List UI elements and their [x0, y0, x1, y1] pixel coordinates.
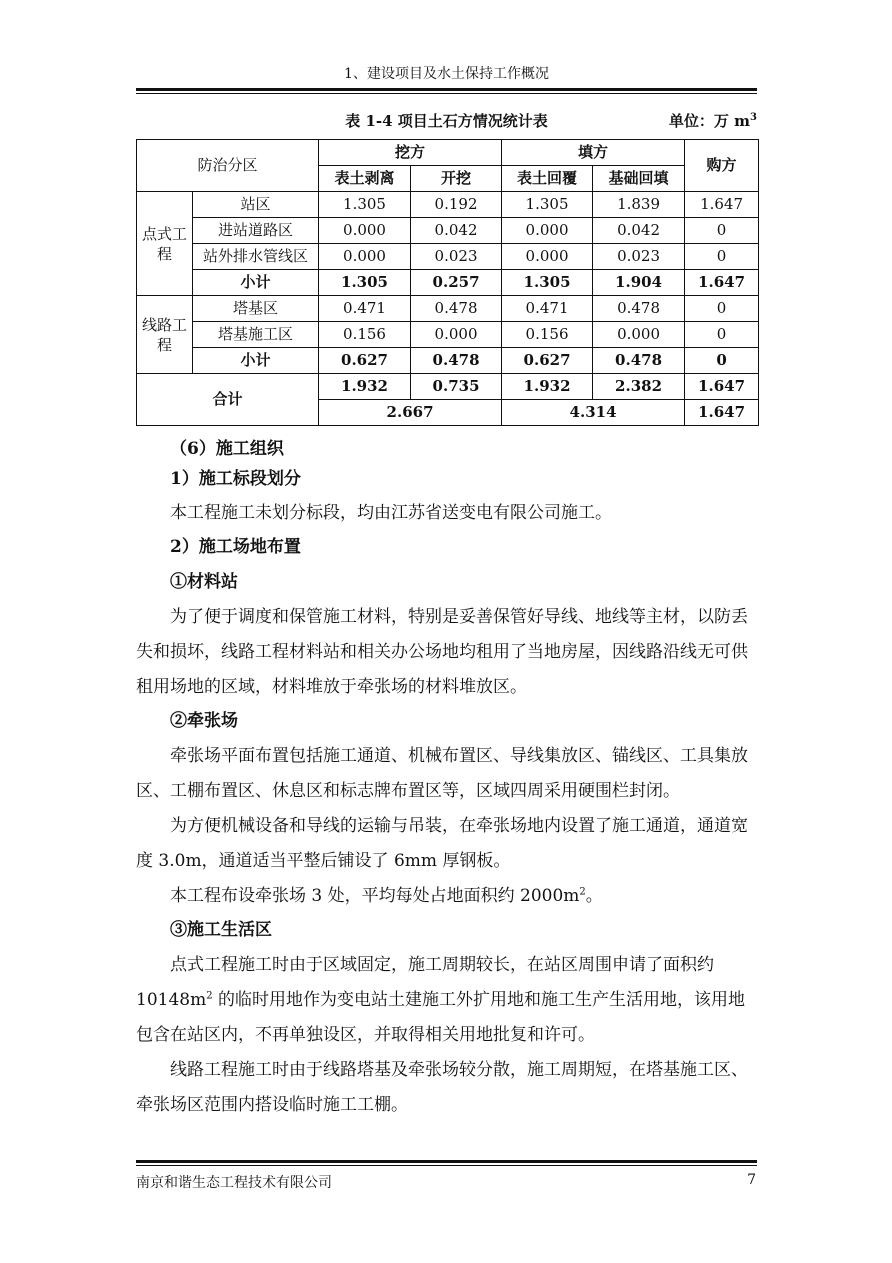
- subsection-heading: 2）施工场地布置: [170, 537, 301, 557]
- table-cell: 0.000: [319, 218, 411, 244]
- page-number: 7: [747, 1172, 756, 1188]
- table-cell: 0: [685, 348, 759, 374]
- subtotal-row: [137, 348, 759, 374]
- table-unit: 单位：万 $m^3$: [668, 112, 757, 130]
- table-cell: 0.156: [502, 322, 593, 348]
- paragraph: 为方便机械设备和导线的运输与吊装，在牵张场地内设置了施工通道，通道宽度 3.0m，通道适当平整后铺设了 6mm 厚钢板。: [136, 816, 748, 871]
- table-title: 表 1-4 项目土石方情况统计表: [345, 112, 548, 130]
- table-cell: 0: [685, 296, 759, 322]
- subtotal-row: [137, 270, 759, 296]
- table-cell: 0: [685, 244, 759, 270]
- table-cell: 1.647: [685, 374, 759, 400]
- table-cell: 0.000: [593, 322, 685, 348]
- earthwork-table: [136, 139, 759, 426]
- table-cell: 0.471: [319, 296, 411, 322]
- item-heading: ③施工生活区: [170, 920, 272, 940]
- table-cell: 1.904: [593, 270, 685, 296]
- table-cell: 0.156: [319, 322, 411, 348]
- total-label: 合计: [137, 374, 319, 426]
- paragraph: 本工程布设牵张场 3 处，平均每处占地面积约 $2000m^2$。: [170, 886, 603, 906]
- paragraph: 本工程施工未划分标段，均由江苏省送变电有限公司施工。: [170, 503, 612, 523]
- table-cell: 1.839: [593, 192, 685, 218]
- table-cell: 0.042: [593, 218, 685, 244]
- table-cell: 0.000: [502, 244, 593, 270]
- table-cell: 0.000: [411, 322, 502, 348]
- footer-rule-thin: [136, 1165, 757, 1166]
- table-cell: 0: [685, 218, 759, 244]
- table-cell: 0.735: [411, 374, 502, 400]
- header-topsoil-strip: 表土剥离: [319, 166, 411, 192]
- header-excavate: 开挖: [411, 166, 502, 192]
- table-cell: 0.627: [319, 348, 411, 374]
- running-header: 1、建设项目及水土保持工作概况: [344, 66, 549, 82]
- item-heading: ②牵张场: [170, 711, 238, 731]
- header-topsoil-cover: 表土回覆: [502, 166, 593, 192]
- table-cell: 1.305: [502, 192, 593, 218]
- table-cell: 1.305: [319, 270, 411, 296]
- header-rule-thin: [136, 93, 757, 94]
- row-label: 塔基区: [193, 296, 319, 322]
- header-fill: 填方: [502, 140, 685, 166]
- table-cell: 0.471: [502, 296, 593, 322]
- row-label: 小计: [193, 270, 319, 296]
- section-heading: （6）施工组织: [170, 439, 284, 459]
- paragraph: 为了便于调度和保管施工材料，特别是妥善保管好导线、地线等主材，以防丢失和损坏，线路工程材料站和相关办公场地均租用了当地房屋，因线路沿线无可供租用场地的区域，材料堆放于牵张场的材料堆放区。: [136, 607, 748, 697]
- group-point: 点式工程: [137, 192, 193, 296]
- header-zone: 防治分区: [137, 140, 319, 192]
- table-cell: 2.667: [319, 400, 502, 426]
- table-cell: 0.627: [502, 348, 593, 374]
- table-row: [137, 192, 759, 218]
- header-dig: 挖方: [319, 140, 502, 166]
- subsection-heading: 1）施工标段划分: [170, 469, 301, 489]
- table-row: [137, 296, 759, 322]
- row-label: 站外排水管线区: [193, 244, 319, 270]
- table-row: [137, 244, 759, 270]
- table-cell: 0.023: [593, 244, 685, 270]
- footer-rule-thick: [136, 1160, 757, 1163]
- table-row: [137, 218, 759, 244]
- table-cell: 1.932: [502, 374, 593, 400]
- header-foundation-backfill: 基础回填: [593, 166, 685, 192]
- table-cell: 1.647: [685, 192, 759, 218]
- table-cell: 4.314: [502, 400, 685, 426]
- group-line: 线路工程: [137, 296, 193, 374]
- table-cell: 0.192: [411, 192, 502, 218]
- header-buy: 购方: [685, 140, 759, 192]
- paragraph: 线路工程施工时由于线路塔基及牵张场较分散，施工周期短，在塔基施工区、牵张场区范围内搭设临时施工工棚。: [136, 1060, 748, 1115]
- row-label: 小计: [193, 348, 319, 374]
- table-header-row: [137, 140, 759, 166]
- table-cell: 0: [685, 322, 759, 348]
- header-rule-thick: [136, 88, 757, 91]
- table-caption: [136, 110, 757, 130]
- paragraph: 牵张场平面布置包括施工通道、机械布置区、导线集放区、锚线区、工具集放区、工棚布置区、休息区和标志牌布置区等，区域四周采用硬围栏封闭。: [136, 746, 748, 801]
- total-row: [137, 374, 759, 400]
- table-cell: 1.932: [319, 374, 411, 400]
- item-heading: ①材料站: [170, 572, 238, 592]
- row-label: 站区: [193, 192, 319, 218]
- table-cell: 1.305: [319, 192, 411, 218]
- table-cell: 1.647: [685, 270, 759, 296]
- table-cell: 0.042: [411, 218, 502, 244]
- table-cell: 0.000: [319, 244, 411, 270]
- table-cell: 0.257: [411, 270, 502, 296]
- table-cell: 1.305: [502, 270, 593, 296]
- table-row: [137, 322, 759, 348]
- table-cell: 0.000: [502, 218, 593, 244]
- table-cell: 0.478: [593, 296, 685, 322]
- table-cell: 1.647: [685, 400, 759, 426]
- table-cell: 0.023: [411, 244, 502, 270]
- row-label: 进站道路区: [193, 218, 319, 244]
- row-label: 塔基施工区: [193, 322, 319, 348]
- table-cell: 0.478: [593, 348, 685, 374]
- paragraph: 点式工程施工时由于区域固定，施工周期较长，在站区周围申请了面积约 $10148m^2$ 的临时用地作为变电站土建施工外扩用地和施工生产生活用地，该用地包含在站区内，不再单独设区，并取得相关用地批复和许可。: [136, 955, 745, 1045]
- table-cell: 0.478: [411, 296, 502, 322]
- table-cell: 0.478: [411, 348, 502, 374]
- table-cell: 2.382: [593, 374, 685, 400]
- footer-company: 南京和谐生态工程技术有限公司: [136, 1175, 332, 1191]
